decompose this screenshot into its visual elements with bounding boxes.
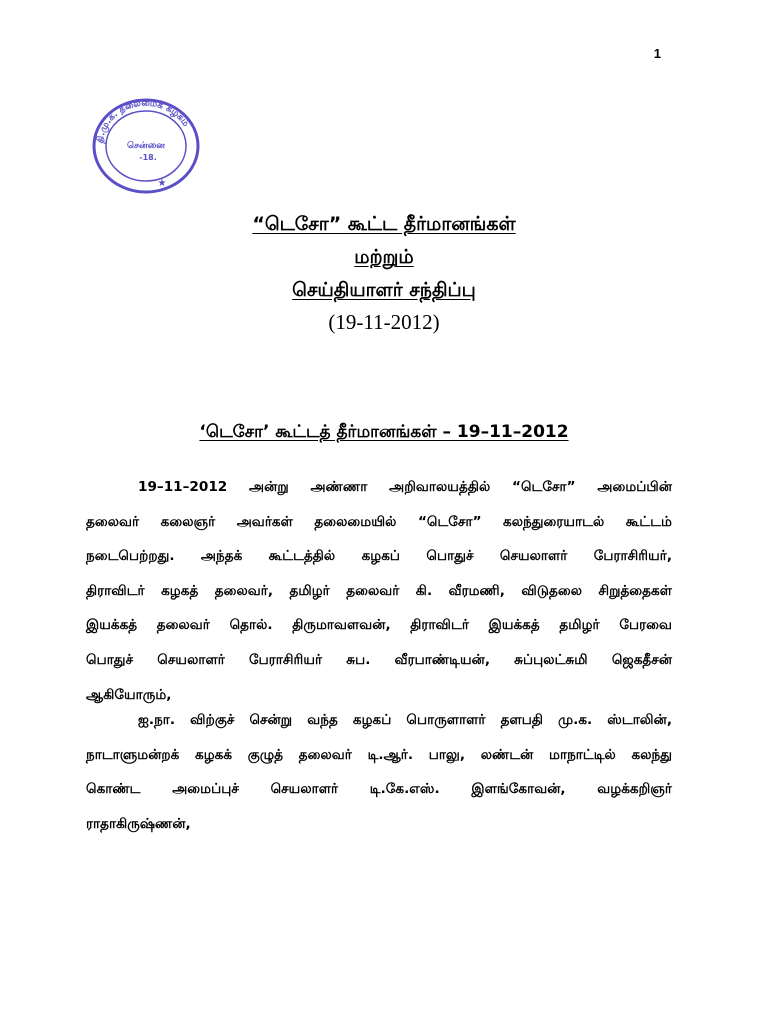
seal-stamp (90, 96, 202, 196)
svg-text:சென்னை: சென்னை (127, 141, 165, 151)
title-line-2: மற்றும் (354, 246, 414, 268)
paragraph-line: இயக்கத் தலைவர் தொல். திருமாவளவன், திராவிடர் இயக்கத் தமிழர் பேரவை (86, 617, 672, 634)
paragraph-line: ஐ.நா. விற்குச் சென்று வந்த கழகப் பொருளாளர் தளபதி மு.க. ஸ்டாலின், (138, 712, 672, 728)
svg-text:-18.: -18. (139, 153, 157, 162)
paragraph-line: திராவிடர் கழகத் தலைவர், தமிழர் தலைவர் கி. வீரமணி, விடுதலை சிறுத்தைகள் (86, 582, 672, 599)
paragraph-line: ராதாகிருஷ்ணன், (86, 815, 191, 832)
paragraph-line: நாடாளுமன்றக் கழகக் குழுத் தலைவர் டி.ஆர். பாலு, லண்டன் மாநாட்டில் கலந்து (86, 746, 672, 763)
svg-text:தி.மு.க. தலைமைக் கழகம் (95, 98, 191, 143)
document-title-block (0, 208, 768, 337)
paragraph-2 (86, 703, 672, 841)
paragraph-line: ஆகியோரும், (86, 686, 172, 703)
title-date: (19-11-2012) (328, 310, 440, 334)
paragraph-line: நடைபெற்றது. அந்தக் கூட்டத்தில் கழகப் பொதுச் செயலாளர் பேராசிரியர், (86, 548, 672, 565)
seal-arc-text: தி.மு.க. தலைமைக் கழகம் (95, 98, 191, 144)
svg-text:★: ★ (157, 178, 167, 189)
paragraph-line: தலைவர் கலைஞர் அவர்கள் தலைமையில் “டெசோ” கலந்துரையாடல் கூட்டம் (86, 513, 672, 530)
paragraph-line: 19–11–2012 அன்று அண்ணா அறிவாலயத்தில் “டெசோ” அமைப்பின் (138, 479, 672, 495)
section-heading: ‘டெசோ’ கூட்டத் தீர்மானங்கள் – 19–11–2012 (199, 422, 569, 442)
page-number: 1 (653, 46, 661, 61)
paragraph-line: கொண்ட அமைப்புச் செயலாளர் டி.கே.எஸ். இளங்கோவன், வழக்கறிஞர் (86, 781, 672, 798)
paragraph-1 (86, 470, 672, 712)
title-line-1: “டெசோ” கூட்ட தீர்மானங்கள் (252, 213, 516, 235)
title-line-3: செய்தியாளர் சந்திப்பு (292, 279, 476, 301)
paragraph-line: பொதுச் செயலாளர் பேராசிரியர் சுப. வீரபாண்டியன், சுப்புலட்சுமி ஜெகதீசன் (86, 651, 672, 668)
